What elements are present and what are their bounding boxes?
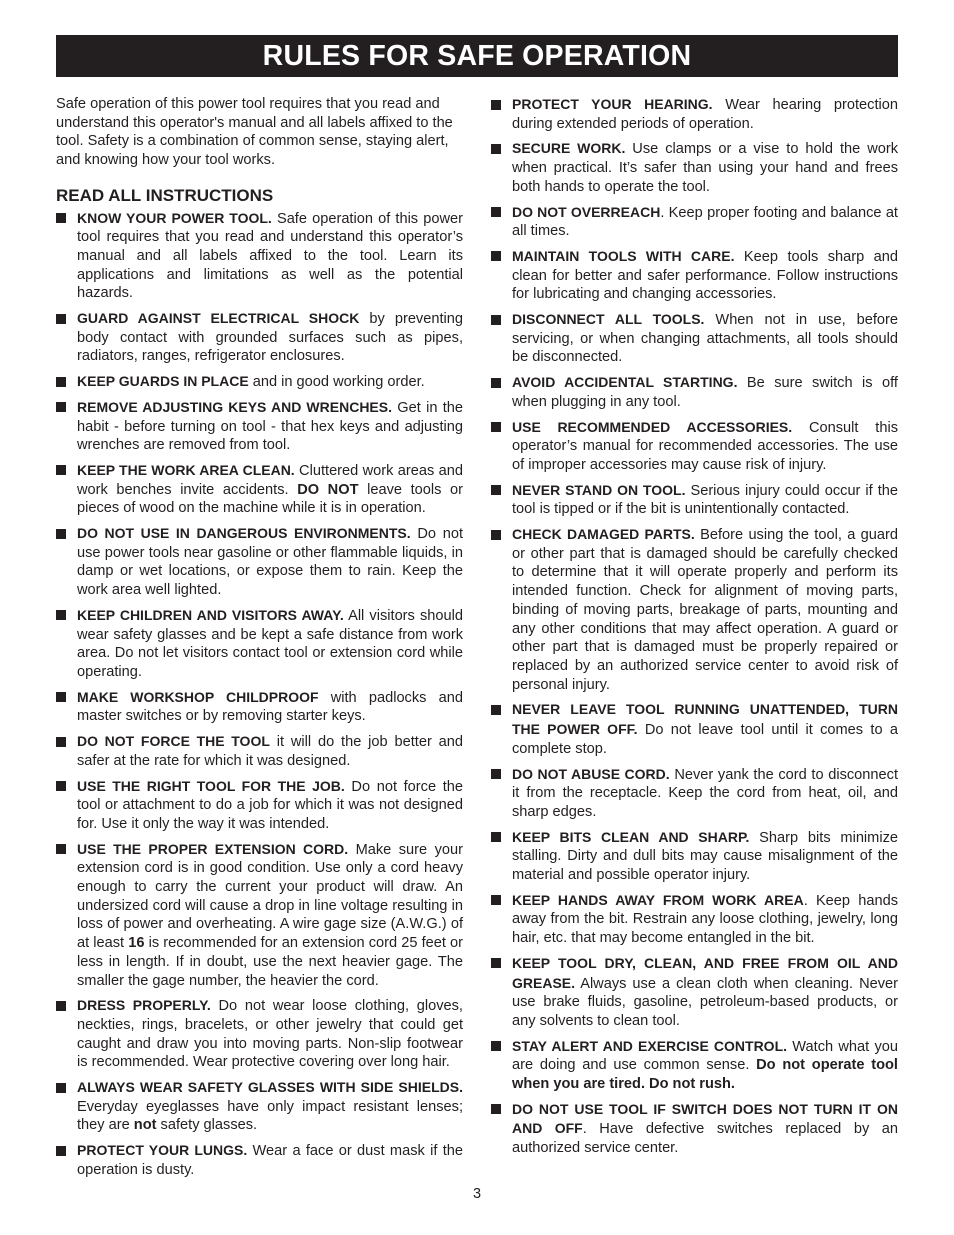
square-bullet-icon bbox=[56, 781, 66, 791]
square-bullet-icon bbox=[491, 251, 501, 261]
rule-item bbox=[491, 954, 898, 1031]
square-bullet-icon bbox=[491, 1104, 501, 1114]
square-bullet-icon bbox=[491, 769, 501, 779]
rule-lead: KEEP GUARDS IN PLACE bbox=[77, 373, 249, 390]
rule-text: Keep tools sharp and clean for better and safer performance. Follow instructions for lubricating and changing accessories. bbox=[512, 248, 899, 303]
rule-item bbox=[56, 398, 463, 455]
square-bullet-icon bbox=[491, 207, 501, 217]
rule-text: Never yank the cord to disconnect it from the receptacle. Keep the cord from heat, oil, and sharp edges. bbox=[512, 766, 899, 820]
rule-lead: AVOID ACCIDENTAL STARTING. bbox=[512, 374, 738, 391]
square-bullet-icon bbox=[56, 465, 66, 475]
rule-lead: SECURE WORK. bbox=[512, 140, 626, 157]
rule-item bbox=[491, 828, 898, 885]
rule-item bbox=[56, 372, 463, 392]
rule-text: Cluttered work areas and work benches invite accidents. bbox=[77, 462, 463, 498]
rule-item bbox=[56, 996, 463, 1072]
square-bullet-icon bbox=[491, 705, 501, 715]
rule-text: Sharp bits minimize stalling. Dirty and dull bits may cause misalignment of the material and possible operator injury. bbox=[512, 829, 898, 884]
rule-text-continued: safety glasses. bbox=[156, 1117, 258, 1134]
rule-item bbox=[56, 524, 463, 600]
rule-lead: NEVER STAND ON TOOL. bbox=[512, 481, 686, 498]
rule-text: with padlocks and master switches or by removing starter keys. bbox=[77, 689, 463, 725]
square-bullet-icon bbox=[491, 832, 501, 842]
rule-item bbox=[491, 481, 898, 519]
rule-text: Do not leave tool until it comes to a complete stop. bbox=[512, 722, 898, 757]
rule-lead: DO NOT USE IN DANGEROUS ENVIRONMENTS. bbox=[77, 525, 411, 542]
rule-lead: KEEP HANDS AWAY FROM WORK AREA bbox=[512, 891, 804, 908]
rule-text: All visitors should wear safety glasses and be kept a safe distance from work area. Do not let visitors contact tool or extension cord while operating. bbox=[77, 607, 463, 680]
rule-lead: DISCONNECT ALL TOOLS. bbox=[512, 311, 705, 328]
rule-item bbox=[56, 461, 463, 518]
rule-lead: KEEP TOOL DRY, CLEAN, AND FREE FROM OIL AND GREASE. bbox=[512, 954, 898, 991]
rule-lead: MAINTAIN TOOLS WITH CARE. bbox=[512, 247, 735, 264]
rule-lead: DO NOT FORCE THE TOOL bbox=[77, 733, 270, 750]
right-rules-list bbox=[491, 95, 898, 1158]
rule-lead: MAKE WORKSHOP CHILDPROOF bbox=[77, 688, 319, 705]
rule-item bbox=[491, 247, 898, 304]
rule-item bbox=[56, 1078, 463, 1135]
rule-item bbox=[491, 203, 898, 241]
page-title: RULES FOR SAFE OPERATION bbox=[262, 39, 692, 72]
rule-text: and in good working order. bbox=[248, 374, 425, 391]
rule-item bbox=[491, 891, 898, 948]
rule-emphasis: not bbox=[133, 1117, 157, 1134]
rule-text: Everyday eyeglasses have only impact resistant lenses; they are bbox=[77, 1098, 463, 1134]
rule-emphasis: 16 bbox=[128, 935, 145, 952]
rule-text: Safe operation of this power tool requires that you read and understand this operator’s manual and all labels affixed to the tool. Learn its applications and limitations as well as the potential hazards. bbox=[77, 210, 463, 302]
square-bullet-icon bbox=[491, 958, 501, 968]
rule-item bbox=[491, 139, 898, 196]
rule-text: Serious injury could occur if the tool is tipped or if the bit is unintentionally contacted. bbox=[512, 482, 899, 518]
left-rules-list bbox=[56, 209, 463, 1180]
rule-emphasis: Do not operate tool when you are tired. Do not rush. bbox=[512, 1057, 898, 1093]
rule-lead: KNOW YOUR POWER TOOL. bbox=[77, 209, 272, 226]
intro-paragraph: Safe operation of this power tool requires that you read and understand this operator's manual and all labels affixed to the tool. Safety is a combination of common sense, staying alert, and knowing how your tool works. bbox=[56, 96, 453, 169]
rule-item bbox=[491, 1100, 898, 1158]
rule-text: . Have defective switches replaced by an authorized service center. bbox=[512, 1121, 899, 1157]
rule-item bbox=[491, 525, 898, 694]
rule-lead: USE RECOMMENDED ACCESSORIES. bbox=[512, 418, 793, 435]
rule-text: . Keep proper footing and balance at all times. bbox=[512, 204, 898, 240]
square-bullet-icon bbox=[56, 1146, 66, 1156]
rule-item bbox=[491, 1037, 898, 1094]
rule-item bbox=[56, 732, 463, 770]
rule-emphasis: DO NOT bbox=[297, 481, 359, 498]
rule-item bbox=[491, 700, 898, 758]
square-bullet-icon bbox=[491, 895, 501, 905]
rule-text: Do not force the tool or attachment to do a job for which it was not designed for. Use it only the way it was intended. bbox=[77, 778, 463, 832]
square-bullet-icon bbox=[56, 529, 66, 539]
square-bullet-icon bbox=[491, 1041, 501, 1051]
square-bullet-icon bbox=[56, 844, 66, 854]
rule-text: it will do the job better and safer at the rate for which it was designed. bbox=[77, 734, 463, 769]
square-bullet-icon bbox=[491, 315, 501, 325]
rule-text: Do not use power tools near gasoline or other flammable liquids, in damp or wet locations, or expose them to rain. Keep the work area well lighted. bbox=[77, 526, 464, 599]
rule-lead: USE THE RIGHT TOOL FOR THE JOB. bbox=[77, 777, 345, 794]
rule-lead: KEEP BITS CLEAN AND SHARP. bbox=[512, 828, 750, 845]
square-bullet-icon bbox=[491, 378, 501, 388]
rule-item bbox=[491, 95, 898, 133]
square-bullet-icon bbox=[56, 377, 66, 387]
rule-lead: STAY ALERT AND EXERCISE CONTROL. bbox=[512, 1037, 788, 1054]
rule-lead: DO NOT OVERREACH bbox=[512, 203, 661, 220]
rule-text: Do not wear loose clothing, gloves, neckties, rings, bracelets, or other jewelry that could get caught and draw you into moving parts. Non-slip footwear is recommended. Wear protective covering over long hair. bbox=[77, 998, 463, 1071]
rule-lead: DRESS PROPERLY. bbox=[77, 997, 211, 1014]
rule-lead: NEVER LEAVE TOOL RUNNING UNATTENDED, TURN THE POWER OFF. bbox=[512, 701, 898, 738]
rule-text: Make sure your extension cord is in good condition. Use only a cord heavy enough to carry the current your product will draw. An undersized cord will cause a drop in line voltage resulting in loss of power and overheating. A wire gage size (A.W.G.) of at least bbox=[77, 841, 464, 952]
rule-text: Wear a face or dust mask if the operation is dusty. bbox=[77, 1143, 463, 1178]
square-bullet-icon bbox=[56, 314, 66, 324]
rule-text: Get in the habit - before turning on tool - that hex keys and adjusting wrenches are removed from tool. bbox=[77, 399, 463, 454]
rule-lead: USE THE PROPER EXTENSION CORD. bbox=[77, 840, 349, 857]
title-bar bbox=[56, 35, 898, 77]
rule-item bbox=[56, 777, 463, 834]
rule-lead: PROTECT YOUR HEARING. bbox=[512, 96, 713, 112]
rule-text: Wear hearing protection during extended periods of operation. bbox=[512, 97, 899, 132]
rule-item bbox=[491, 765, 898, 822]
rule-text: by preventing body contact with grounded surfaces such as pipes, radiators, ranges, refrigerator enclosures. bbox=[77, 311, 463, 365]
page-number: 3 bbox=[472, 1186, 482, 1202]
rule-text: Consult this operator’s manual for recommended accessories. The use of improper accessories may cause risk of injury. bbox=[512, 419, 898, 473]
rule-text: Watch what you are doing and use common sense. bbox=[512, 1038, 898, 1074]
rule-lead: ALWAYS WEAR SAFETY GLASSES WITH SIDE SHIELDS. bbox=[77, 1079, 463, 1096]
rule-lead: KEEP CHILDREN AND VISITORS AWAY. bbox=[77, 606, 344, 623]
square-bullet-icon bbox=[491, 100, 501, 110]
rule-lead: PROTECT YOUR LUNGS. bbox=[77, 1142, 248, 1159]
square-bullet-icon bbox=[56, 737, 66, 747]
rule-text: Before using the tool, a guard or other part that is damaged should be carefully checked to determine that it will operate properly and perform its intended function. Check for alignment of moving parts, binding of moving parts, breakage of parts, mounting and any other conditions that may affect operation. A guard or other part that is damaged must be properly repaired or replaced by an authorized service center to avoid risk of personal injury. bbox=[512, 527, 898, 693]
rule-item bbox=[491, 418, 898, 475]
rule-item bbox=[56, 309, 463, 366]
rule-lead: CHECK DAMAGED PARTS. bbox=[512, 526, 695, 543]
rule-item bbox=[56, 1141, 463, 1179]
rule-item bbox=[56, 606, 463, 682]
rule-lead: KEEP THE WORK AREA CLEAN. bbox=[77, 461, 295, 478]
right-column bbox=[491, 95, 898, 1164]
rule-item bbox=[491, 373, 898, 411]
rule-lead: GUARD AGAINST ELECTRICAL SHOCK bbox=[77, 310, 360, 327]
rule-lead: DO NOT USE TOOL IF SWITCH DOES NOT TURN IT ON AND OFF bbox=[512, 1100, 898, 1137]
rule-text: Always use a clean cloth when cleaning. Never use brake fluids, gasoline, petroleum-based products, or any solvents to clean tool. bbox=[512, 975, 898, 1029]
square-bullet-icon bbox=[56, 1001, 66, 1011]
rule-text: Be sure switch is off when plugging in any tool. bbox=[512, 375, 898, 410]
rule-text-continued: leave tools or pieces of wood on the machine while it is in operation. bbox=[77, 481, 464, 517]
rule-item bbox=[491, 310, 898, 367]
rule-text-continued: is recommended for an extension cord 25 feet or less in length. If in doubt, use the next heavier gage. The smaller the gage number, the heavier the cord. bbox=[77, 935, 463, 989]
section-heading: READ ALL INSTRUCTIONS bbox=[56, 185, 274, 205]
square-bullet-icon bbox=[491, 144, 501, 154]
rule-item bbox=[56, 209, 463, 304]
rule-lead: REMOVE ADJUSTING KEYS AND WRENCHES. bbox=[77, 398, 392, 415]
rule-item bbox=[56, 840, 463, 991]
left-column bbox=[56, 95, 463, 1186]
square-bullet-icon bbox=[56, 402, 66, 412]
rule-text: Use clamps or a vise to hold the work when practical. It’s safer than using your hand and frees both hands to operate the tool. bbox=[512, 141, 899, 195]
square-bullet-icon bbox=[56, 1083, 66, 1093]
rule-text: When not in use, before servicing, or when changing attachments, all tools should be disconnected. bbox=[512, 312, 898, 366]
rule-item bbox=[56, 688, 463, 726]
square-bullet-icon bbox=[56, 213, 66, 223]
square-bullet-icon bbox=[491, 485, 501, 495]
square-bullet-icon bbox=[56, 610, 66, 620]
rule-text: . Keep hands away from the bit. Restrain any loose clothing, jewelry, long hair, etc. that may become entangled in the bit. bbox=[512, 892, 898, 947]
square-bullet-icon bbox=[491, 530, 501, 540]
rule-lead: DO NOT ABUSE CORD. bbox=[512, 765, 670, 782]
square-bullet-icon bbox=[491, 422, 501, 432]
square-bullet-icon bbox=[56, 692, 66, 702]
